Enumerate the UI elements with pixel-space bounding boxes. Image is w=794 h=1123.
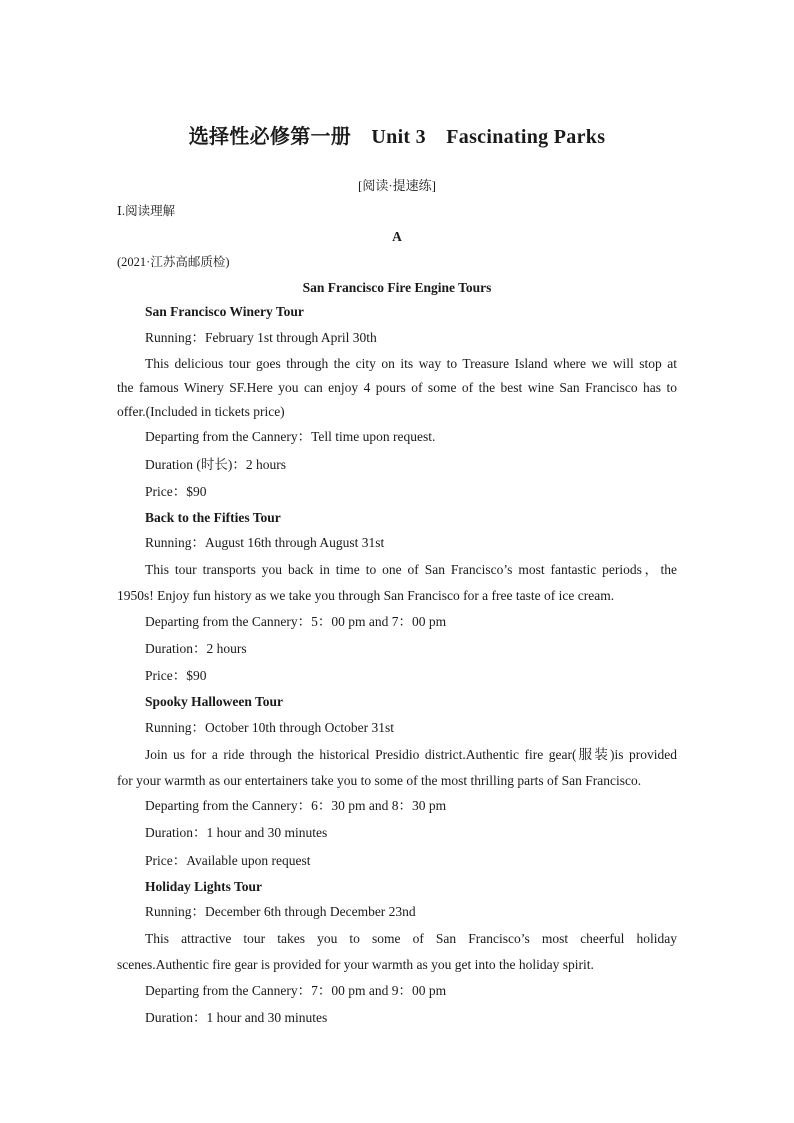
tour-name: Spooky Halloween Tour [145, 694, 284, 709]
tour-price: Price：$90 [145, 484, 207, 499]
tour-departing: Departing from the Cannery：5：00 pm and 7：00 pm [145, 614, 447, 629]
tour-departing: Departing from the Cannery：7：00 pm and 9：00 pm [145, 983, 447, 998]
tour-price: Price：$90 [145, 668, 207, 683]
passage-title: San Francisco Fire Engine Tours [302, 280, 492, 295]
tour-name: Back to the Fifties Tour [145, 510, 281, 525]
source-note: (2021·江苏高邮质检) [117, 255, 230, 269]
tour-duration: Duration：1 hour and 30 minutes [145, 825, 328, 840]
tour-description-line: This delicious tour goes through the city on its way to Treasure Island where we will stop at [145, 356, 677, 371]
tour-description-line: 1950s! Enjoy fun history as we take you through San Francisco for a free taste of ice cream. [117, 588, 615, 603]
tour-description-line: scenes.Authentic fire gear is provided for your warmth as you get into the holiday spirit. [117, 957, 594, 972]
page-title: 选择性必修第一册 Unit 3 Fascinating Parks [188, 126, 606, 148]
tour-description-line: This attractive tour takes you to some of San Francisco’s most cheerful holiday [145, 931, 677, 946]
tour-description-line: This tour transports you back in time to one of San Francisco’s most fantastic periods，the [145, 562, 677, 577]
tour-running: Running：February 1st through April 30th [145, 330, 377, 345]
tour-duration: Duration：2 hours [145, 641, 247, 656]
tour-duration: Duration：1 hour and 30 minutes [145, 1010, 328, 1025]
tour-description-line: for your warmth as our entertainers take you to some of the most thrilling parts of San Francisco. [117, 773, 642, 788]
exercise-subtitle: [阅读·提速练] [358, 178, 436, 193]
tour-name: Holiday Lights Tour [145, 879, 263, 894]
tour-running: Running：August 16th through August 31st [145, 535, 385, 550]
tour-description-line: Join us for a ride through the historical Presidio district.Authentic fire gear(服装)is provided [145, 747, 677, 762]
section-heading: Ⅰ.阅读理解 [117, 204, 176, 218]
tour-departing: Departing from the Cannery：6：30 pm and 8：30 pm [145, 798, 447, 813]
tour-name: San Francisco Winery Tour [145, 304, 304, 319]
tour-departing: Departing from the Cannery：Tell time upon request. [145, 429, 436, 444]
tour-duration: Duration (时长)：2 hours [145, 457, 286, 472]
tour-description-line: the famous Winery SF.Here you can enjoy 4 pours of some of the best wine San Francisco has to [117, 380, 677, 395]
tour-running: Running：December 6th through December 23nd [145, 904, 416, 919]
passage-label: A [392, 229, 402, 244]
tour-running: Running：October 10th through October 31st [145, 720, 394, 735]
tour-description-line: offer.(Included in tickets price) [117, 404, 285, 419]
tour-price: Price：Available upon request [145, 853, 311, 868]
